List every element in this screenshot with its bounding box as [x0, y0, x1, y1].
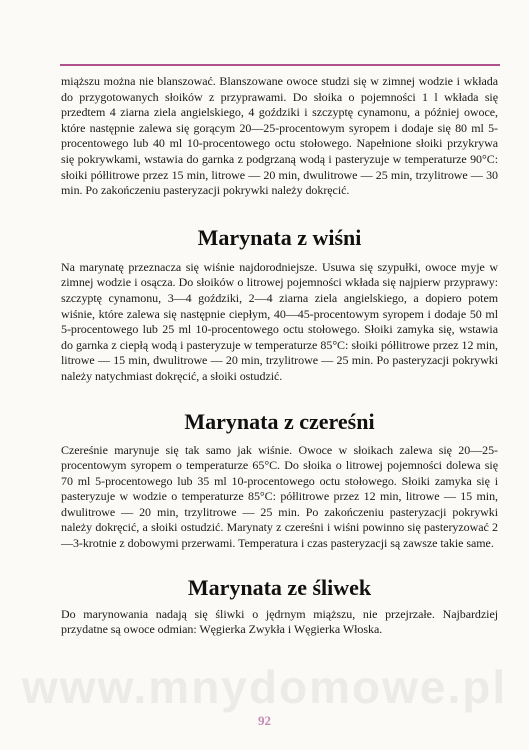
section-heading-wisni: Marynata z wiśni — [197, 224, 362, 250]
section-heading-sliwek: Marynata ze śliwek — [187, 574, 372, 600]
section-heading-czeresni: Marynata z czereśni — [184, 408, 375, 434]
page-number: 92 — [258, 713, 271, 728]
section-text-wisni: Na marynatę przeznacza się wiśnie najdorodniejsze. Usuwa się szypułki, owoce myje w zimnej wodzie i osącza. Do słoików o litrowej pojemności wkłada się najpierw przyprawy: szczyptę cynamonu, 3—4 goździki, 2—4 ziarna ziela angielskiego, a dopiero potem wiśnie, które zalewa się następnie ciepłym, 40—45-procentowym syropem i dodaje 50 ml 5-procentowego lub 25 ml 10-procentowego octu stołowego. Słoiki zamyka się, wstawia do garnka z ciepłą wodą i pasteryzuje w temperaturze 85°C: słoiki półlitrowe przez 12 min, litrowe — 15 min, dwulitrowe — 20 min, trzylitrowe — 25 min. Po pasteryzacji pokrywki należy natychmiast dokręcić, a słoiki ostudzić. — [61, 259, 498, 383]
top-rule — [60, 64, 500, 66]
section-text-sliwek: Do marynowania nadają się śliwki o jędrnym miąższu, nie przejrzałe. Najbardziej przydatne są owoce odmian: Węgierka Zwykła i Węgierka Włoska. — [61, 606, 498, 637]
section-text-czeresni: Czereśnie marynuje się tak samo jak wiśnie. Owoce w słoikach zalewa się 20—25-procentowym syropem o temperaturze 65°C. Do słoika o litrowej pojemności dolewa się 70 ml 5-procentowego lub 35 ml 10-procentowego octu stołowego. Słoiki zamyka się i pasteryzuje w wodzie o temperaturze 85°C: półlitrowe przez 12 min, litrowe — 15 min, dwulitrowe — 20 min, trzylitrowe — 25 min. Po zakończeniu pasteryzacji pokrywki należy dokręcić, a słoiki ostudzić. Marynaty z czereśni i wiśni powinno się pasteryzować 2—3-krotnie z dobowymi przerwami. Temperatura i czas pasteryzacji są zawsze takie same. — [61, 442, 498, 551]
intro-paragraph: miąższu można nie blanszować. Blanszowane owoce studzi się w zimnej wodzie i wkłada do przygotowanych słoików z przyprawami. Do słoika o pojemności 1 l wkłada się przedtem 4 ziarna ziela angielskiego, 4 goździki i szczyptę cynamonu, a później owoce, które następnie zalewa się gorącym 20—25-procentowym syropem i dodaje się 80 ml 5-procentowego lub 40 ml 10-procentowego octu stołowego. Napełnione słoiki przykrywa się pokrywkami, wstawia do garnka z podgrzaną wodą i pasteryzuje w temperaturze 90°C: słoiki półlitrowe przez 15 min, litrowe — 20 min, dwulitrowe — 25 min, trzylitrowe — 30 min. Po zakończeniu pasteryzacji pokrywki należy dokręcić. — [61, 74, 498, 198]
watermark: www.mnydomowe.pl — [21, 661, 508, 713]
page-content — [61, 74, 498, 638]
